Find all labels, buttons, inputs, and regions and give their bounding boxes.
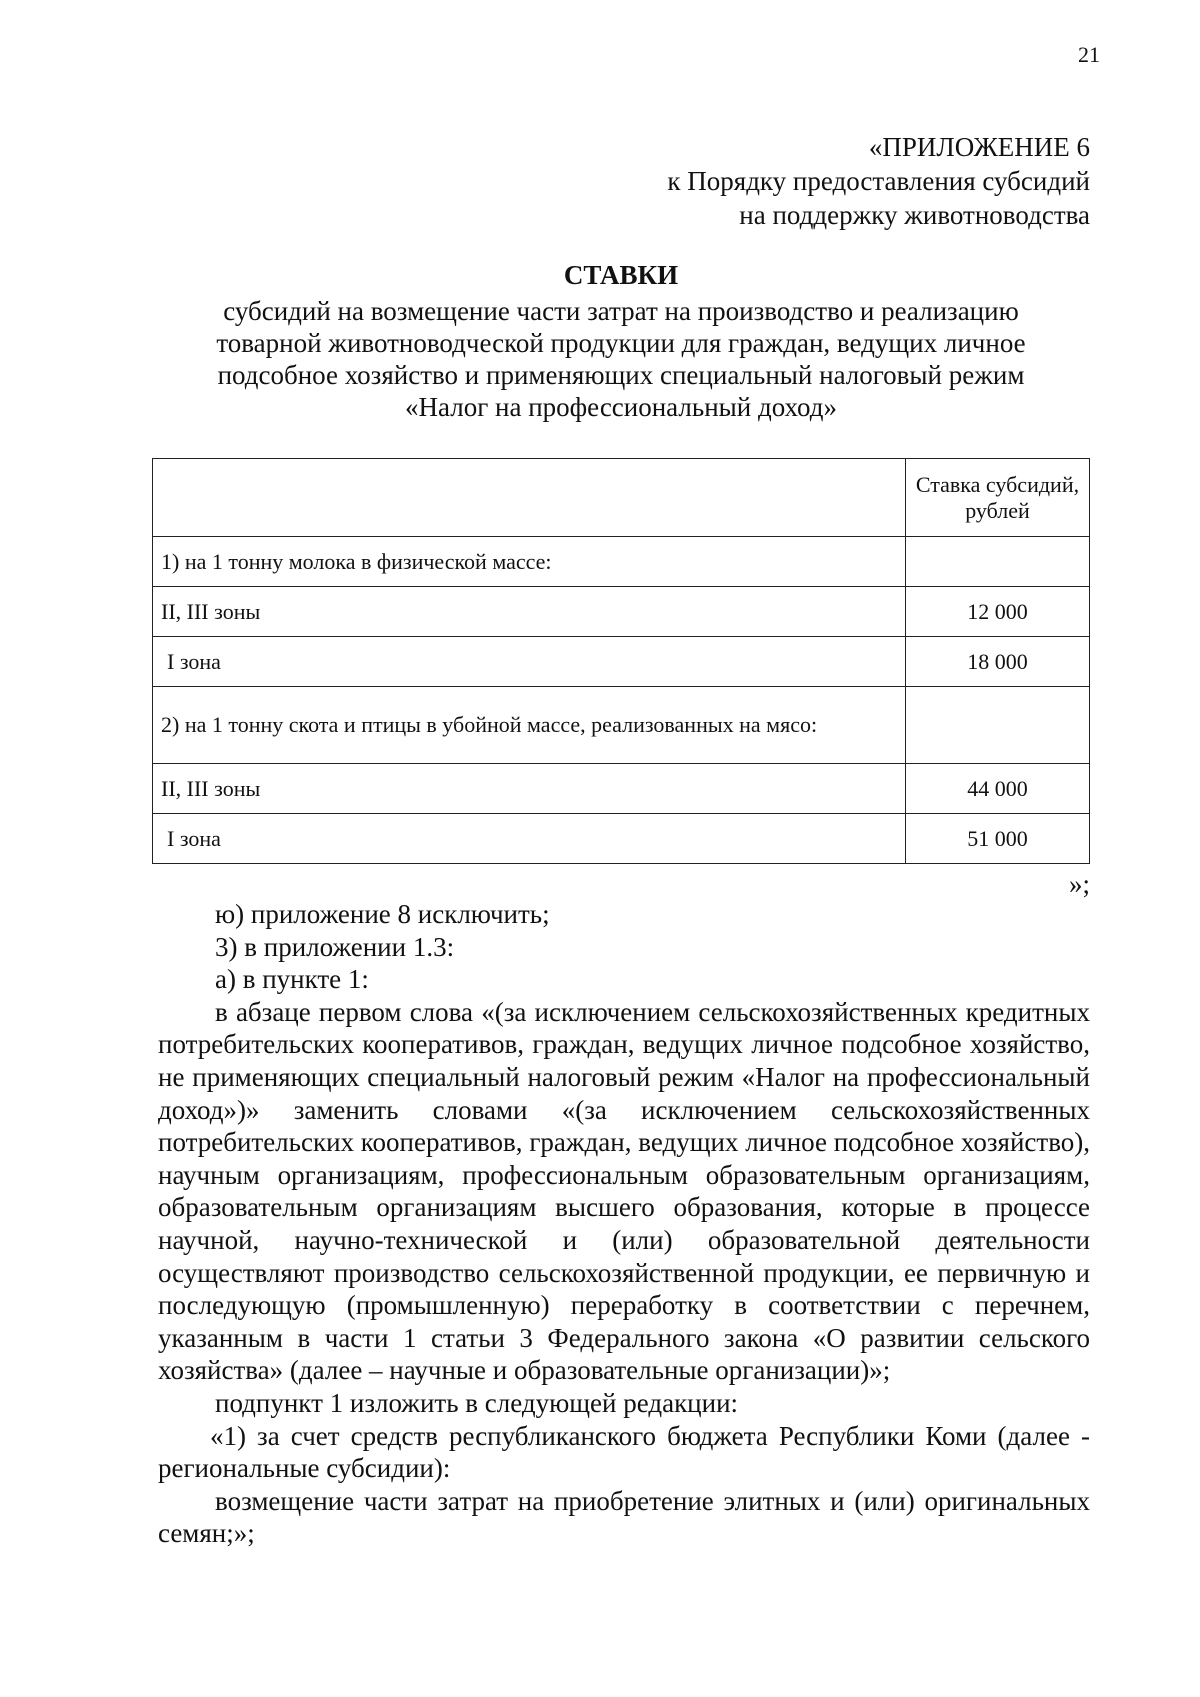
appendix-header-line: на поддержку животноводства (739, 200, 1090, 230)
paragraph: ю) приложение 8 исключить; (215, 899, 550, 929)
paragraph: в абзаце первом слова «(за исключением сельскохозяйственных кредитных потребительских кооперативов, граждан, ведущих личное подсобное хозяйство, не применяющих специальный налоговый режим «Налог на профессиональный доход»)» заменить словами «(за исключением сельскохозяйственных потребительских кооперативов, граждан, ведущих личное подсобное хозяйство), научным организациям, профессиональным образовательным организациям, образовательным организациям высшего образования, которые в процессе научной, научно-технической и (или) образовательной деятельности осуществляют производство сельскохозяйственной продукции, ее первичную и последующую (промышленную) переработку в соответствии с перечнем, указанным в части 1 статьи 3 Федерального закона «О развитии сельского хозяйства» (далее – научные и образовательные организации)»; (158, 996, 1090, 1386)
document-title: СТАВКИ (563, 260, 679, 290)
table-header-empty-cell (153, 459, 906, 537)
document-subtitle (152, 295, 1090, 423)
subtitle-line: подсобное хозяйство и применяющих специальный налоговый режим (217, 360, 1025, 390)
row-value: 44 000 (906, 764, 1090, 814)
row-label: I зона (153, 814, 906, 864)
paragraph: возмещение части затрат на приобретение элитных и (или) оригинальных семян;»; (158, 1485, 1090, 1549)
paragraph: 3) в приложении 1.3: (215, 931, 455, 962)
page-number: 21 (1078, 42, 1100, 67)
table-row (153, 537, 1090, 587)
row-value: 12 000 (906, 587, 1090, 637)
rate-header-line: Ставка субсидий, (915, 471, 1080, 497)
table-row (153, 637, 1090, 687)
subtitle-line: субсидий на возмещение части затрат на производство и реализацию (223, 296, 1019, 326)
row-label: I зона (153, 637, 906, 687)
paragraph: подпункт 1 изложить в следующей редакции: (215, 1387, 739, 1418)
table-row (153, 764, 1090, 814)
body-text (158, 898, 1090, 1550)
appendix-header-line: к Порядку предоставления субсидий (667, 166, 1090, 196)
subsidy-rates-table (152, 458, 1090, 864)
row-value: 18 000 (906, 637, 1090, 687)
closing-quote: »; (1068, 869, 1090, 899)
paragraph: а) в пункте 1: (215, 964, 369, 995)
table-header-row (153, 459, 1090, 537)
appendix-header (667, 130, 1090, 232)
table-row (153, 687, 1090, 764)
row-value: 51 000 (906, 814, 1090, 864)
table-row (153, 814, 1090, 864)
subtitle-line: «Налог на профессиональный доход» (405, 392, 837, 422)
table-row (153, 587, 1090, 637)
subtitle-line: товарной животноводческой продукции для граждан, ведущих личное (216, 328, 1026, 358)
rate-header-line: рублей (965, 497, 1030, 523)
row-value (906, 537, 1090, 587)
row-label: 1) на 1 тонну молока в физической массе: (153, 537, 906, 587)
row-label: II, III зоны (153, 764, 906, 814)
table-header-rate-cell (906, 459, 1090, 537)
appendix-header-line: «ПРИЛОЖЕНИЕ 6 (868, 132, 1090, 162)
row-label: 2) на 1 тонну скота и птицы в убойной массе, реализованных на мясо: (153, 687, 906, 764)
row-label: II, III зоны (153, 587, 906, 637)
paragraph: «1) за счет средств республиканского бюджета Республики Коми (далее - региональные субсидии): (158, 1420, 1090, 1484)
row-value (906, 687, 1090, 764)
